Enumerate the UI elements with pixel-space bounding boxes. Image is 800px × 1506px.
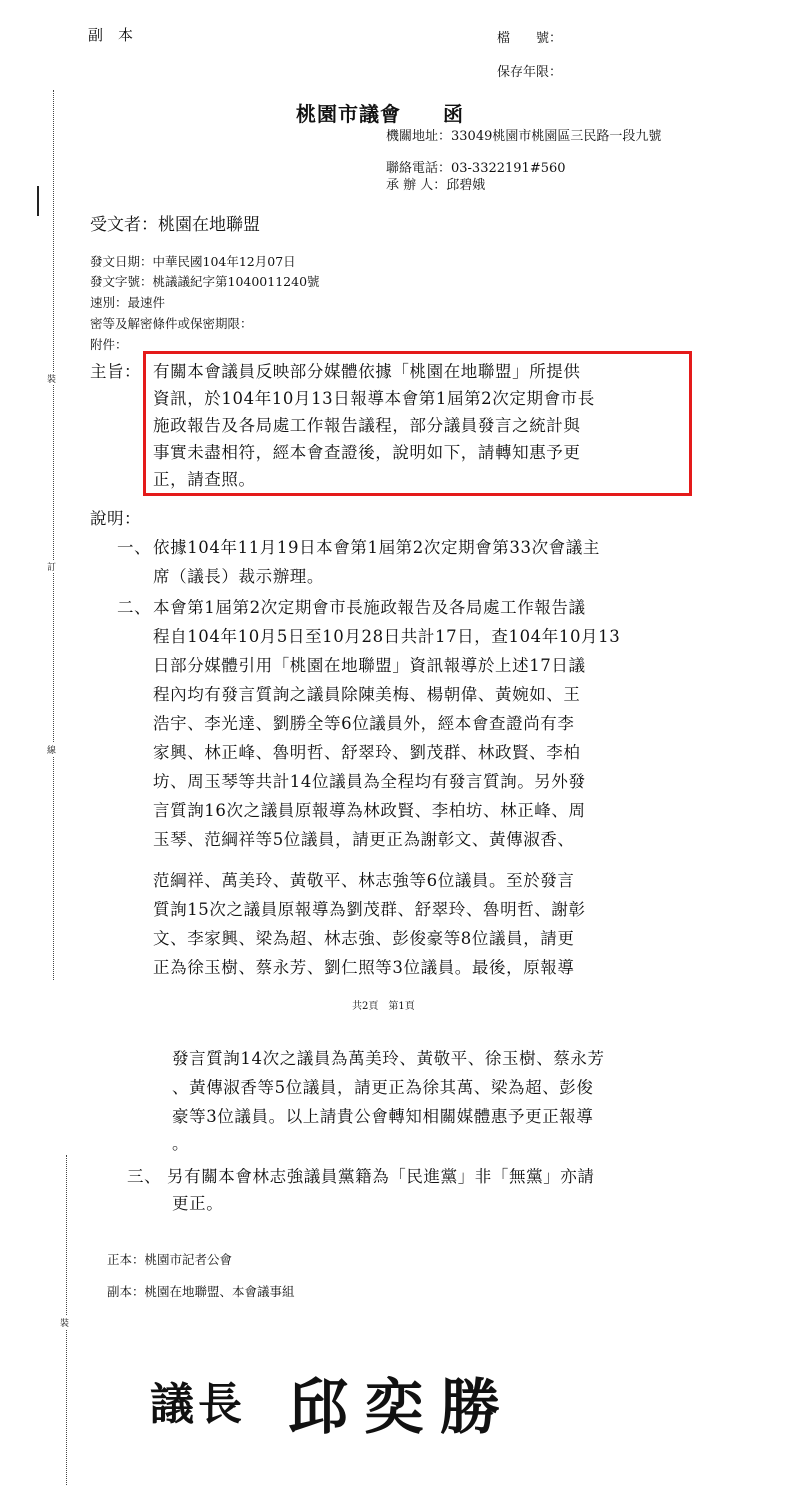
subject-line: 資訊，於104年10月13日報導本會第1屆第2次定期會市長 — [153, 389, 595, 408]
item2-line: 程內均有發言質詢之議員除陳美梅、楊朝偉、黃婉如、王 — [153, 685, 581, 704]
secrecy-level: 密等及解密條件或保密期限： — [90, 316, 253, 331]
item2-continued-line: 豪等3位議員。以上請貴公會轉知相關媒體惠予更正報導 — [172, 1107, 594, 1126]
item2-line: 文、李家興、梁為超、林志強、彭俊豪等8位議員，請更 — [153, 929, 575, 948]
subject-line: 正，請查照。 — [153, 470, 256, 489]
item2-line: 程自104年10月5日至10月28日共計17日，查104年10月13 — [153, 627, 621, 646]
page-indicator: 共2頁 第1頁 — [352, 1001, 415, 1012]
item3-line: 另有關本會林志強議員黨籍為「民進黨」非「無黨」亦請 — [167, 1167, 595, 1186]
subject-line: 施政報告及各局處工作報告議程，部分議員發言之統計與 — [153, 416, 581, 435]
case-handler: 承 辦 人：邱碧娥 — [386, 178, 486, 193]
margin-mark — [37, 186, 39, 216]
item2-line: 浩宇、李光達、劉勝全等6位議員外，經本會查證尚有李 — [153, 714, 575, 733]
item1-line: 依據104年11月19日本會第1屆第2次定期會第33次會議主 — [153, 538, 600, 557]
retention-period-label: 保存年限： — [497, 65, 563, 80]
item2-line: 坊、周玉琴等共計14位議員為全程均有發言質詢。另外發 — [153, 772, 586, 791]
item2-continued-line: 發言質詢14次之議員為萬美玲、黃敬平、徐玉樹、蔡永芳 — [172, 1049, 605, 1068]
subject-line: 事實未盡相符，經本會查證後，說明如下，請轉知惠予更 — [153, 443, 581, 462]
binding-mark: 訂 — [47, 560, 56, 573]
item3-line: 更正。 — [172, 1194, 224, 1213]
signature-name: 邱奕勝 — [288, 1373, 516, 1443]
item2-line: 范綱祥、萬美玲、黃敬平、林志強等6位議員。至於發言 — [153, 871, 575, 890]
binding-mark: 線 — [47, 743, 56, 756]
item-number: 三、 — [127, 1167, 162, 1186]
urgency: 速別：最速件 — [90, 295, 166, 310]
item2-line: 質詢15次之議員原報導為劉茂群、舒翠玲、魯明哲、謝彰 — [153, 900, 586, 919]
item2-continued-line: 、黃傳淑香等5位議員，請更正為徐其萬、梁為超、彭俊 — [172, 1078, 594, 1097]
item2-continued-line: 。 — [172, 1134, 190, 1153]
item-number: 二、 — [117, 598, 152, 617]
signature-title: 議長 — [150, 1379, 246, 1430]
issue-date: 發文日期：中華民國104年12月07日 — [90, 254, 296, 269]
copy-recipients: 副本：桃園在地聯盟、本會議事組 — [107, 1284, 295, 1299]
item2-line: 本會第1屆第2次定期會市長施政報告及各局處工作報告議 — [153, 598, 586, 617]
copy-label: 副 本 — [88, 26, 134, 44]
binding-mark: 裝 — [60, 1316, 69, 1329]
document-number: 發文字號：桃議議紀字第1040011240號 — [90, 274, 320, 289]
binding-mark: 裝 — [47, 372, 56, 385]
document-title: 桃園市議會 函 — [296, 102, 464, 126]
recipient: 受文者：桃園在地聯盟 — [90, 215, 260, 235]
contact-phone: 聯絡電話：03-3322191#560 — [386, 161, 566, 176]
agency-address: 機關地址：33049桃園市桃園區三民路一段九號 — [386, 129, 662, 144]
item2-line: 玉琴、范綱祥等5位議員，請更正為謝彰文、黃傳淑香、 — [153, 830, 575, 849]
item-number: 一、 — [117, 538, 152, 557]
file-number-label: 檔 號： — [497, 31, 563, 46]
item1-line: 席（議長）裁示辦理。 — [153, 567, 324, 586]
item2-line: 日部分媒體引用「桃園在地聯盟」資訊報導於上述17日議 — [153, 656, 586, 675]
original-recipient: 正本：桃園市記者公會 — [107, 1252, 233, 1267]
item2-line: 正為徐玉樹、蔡永芳、劉仁照等3位議員。最後，原報導 — [153, 958, 575, 977]
item2-line: 家興、林正峰、魯明哲、舒翠玲、劉茂群、林政賢、李柏 — [153, 743, 581, 762]
item2-line: 言質詢16次之議員原報導為林政賢、李柏坊、林正峰、周 — [153, 801, 586, 820]
explanation-label: 說明： — [90, 509, 141, 528]
subject-label: 主旨： — [90, 362, 141, 381]
subject-line: 有關本會議員反映部分媒體依據「桃園在地聯盟」所提供 — [153, 362, 581, 381]
binding-line — [53, 90, 54, 980]
attachment: 附件： — [90, 337, 128, 352]
